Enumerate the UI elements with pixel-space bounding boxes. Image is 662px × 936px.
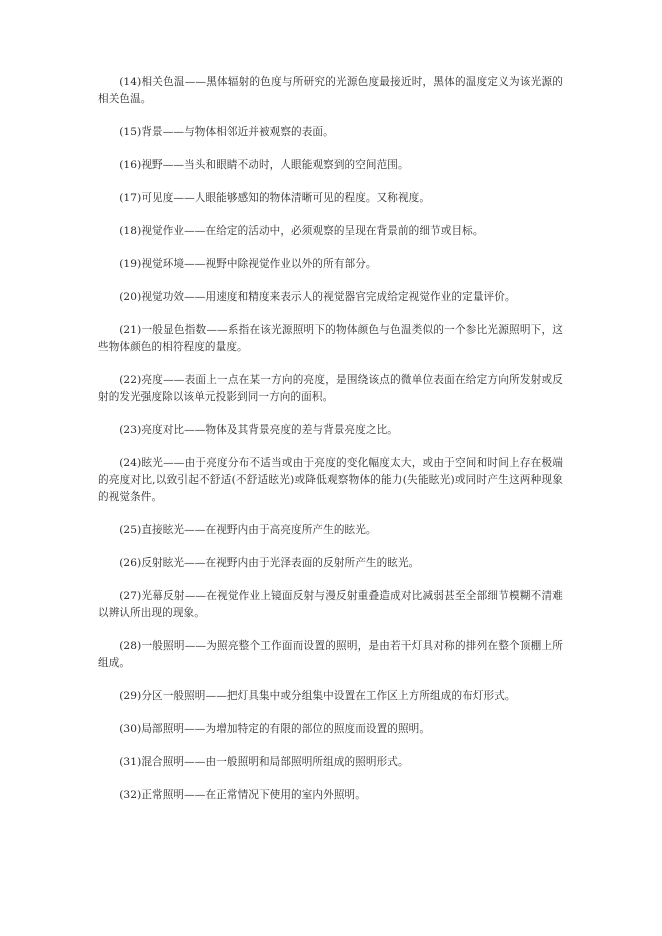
definition-paragraph: (21)一般显色指数——系指在该光源照明下的物体颜色与色温类似的一个参比光源照明下，这些物体颜色的相符程度的量度。	[98, 324, 563, 353]
definition-paragraph: (22)亮度——表面上一点在某一方向的亮度，是围绕该点的微单位表面在给定方向所发射或反射的发光强度除以该单元投影到同一方向的面积。	[98, 374, 563, 403]
definition-paragraph: (26)反射眩光——在视野内由于光泽表面的反射所产生的眩光。	[119, 557, 420, 569]
definition-paragraph: (32)正常照明——在正常情况下使用的室内外照明。	[119, 789, 366, 801]
definition-paragraph: (28)一般照明——为照亮整个工作面而设置的照明，是由若干灯具对称的排列在整个顶棚上所组成。	[98, 640, 563, 669]
definition-paragraph: (15)背景——与物体相邻近并被观察的表面。	[119, 126, 334, 138]
definition-paragraph: (29)分区一般照明——把灯具集中或分组集中设置在工作区上方所组成的布灯形式。	[119, 690, 516, 702]
definition-paragraph: (27)光幕反射——在视觉作业上镜面反射与漫反射重叠造成对比减弱甚至全部细节模糊不清难以辨认所出现的现象。	[98, 590, 563, 619]
definition-paragraph: (24)眩光——由于亮度分布不适当或由于亮度的变化幅度太大，或由于空间和时间上存在极端的亮度对比,以致引起不舒适(不舒适眩光)或降低观察物体的能力(失能眩光)或同时产生这两种现象的视觉条件。	[98, 457, 563, 503]
definition-paragraph: (19)视觉环境——视野中除视觉作业以外的所有部分。	[119, 258, 377, 270]
document-body	[98, 74, 563, 804]
definition-paragraph: (31)混合照明——由一般照明和局部照明所组成的照明形式。	[119, 756, 409, 768]
definition-paragraph: (20)视觉功效——用速度和精度来表示人的视觉器官完成给定视觉作业的定量评价。	[119, 291, 516, 303]
definition-paragraph: (30)局部照明——为增加特定的有限的部位的照度而设置的照明。	[119, 723, 431, 735]
definition-paragraph: (17)可见度——人眼能够感知的物体清晰可见的程度。又称视度。	[119, 192, 431, 204]
definition-paragraph: (23)亮度对比——物体及其背景亮度的差与背景亮度之比。	[119, 424, 398, 436]
definition-paragraph: (18)视觉作业——在给定的活动中，必须观察的呈现在背景前的细节或目标。	[119, 225, 484, 237]
definition-paragraph: (16)视野——当头和眼睛不动时，人眼能观察到的空间范围。	[119, 159, 409, 171]
definition-paragraph: (25)直接眩光——在视野内由于高亮度所产生的眩光。	[119, 524, 377, 536]
definition-paragraph: (14)相关色温——黑体辐射的色度与所研究的光源色度最接近时，黑体的温度定义为该光源的相关色温。	[98, 76, 563, 105]
